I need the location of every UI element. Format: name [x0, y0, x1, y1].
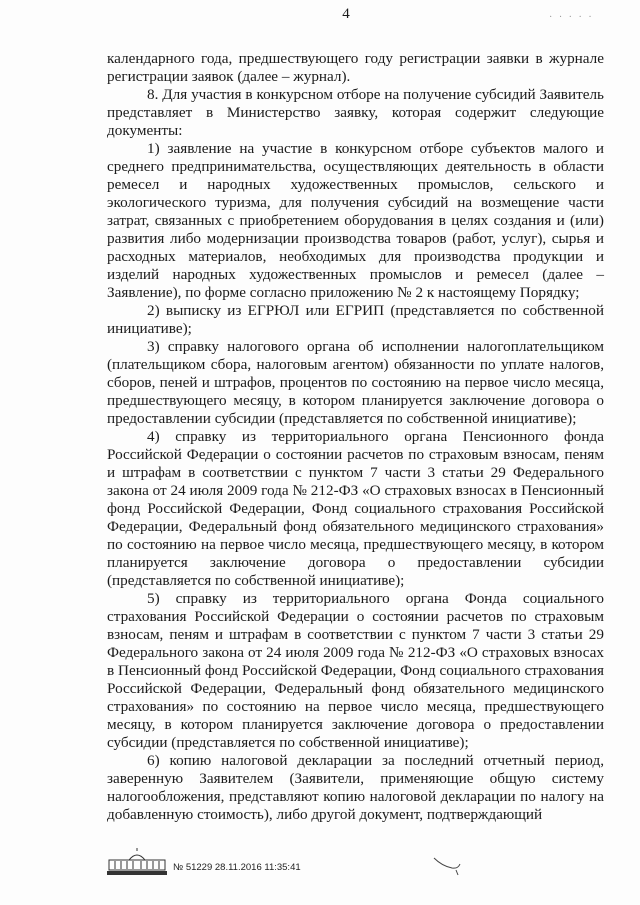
paragraph-subitem-4: 4) справку из территориального органа Пенсионного фонда Российской Федерации о состоянии расчетов по страховым взносам, пеням и штрафам в соответствии с пунктом 7 части 3 статьи 29 Федерального закона от 24 июля 2009 года № 212-ФЗ «О страховых взносах в Пенсионный фонд Российской Федерации, Фонд социального страхования Российской Федерации, Федеральный фонд обязательного медицинского страхования» по состоянию на первое число месяца, предшествующего месяцу, в котором планируется заключение договора о предоставлении субсидии (представляется по собственной инициативе); [107, 428, 604, 589]
registry-logo-icon [107, 848, 167, 878]
paragraph-subitem-6: 6) копию налоговой декларации за последний отчетный период, заверенную Заявителем (Заявители, применяющие общую систему налогообложения, представляют копию налоговой декларации по налогу на добавленную стоимость), либо другой документ, подтверждающий [107, 752, 604, 823]
paragraph-subitem-1: 1) заявление на участие в конкурсном отборе субъектов малого и среднего предпринимательства, осуществляющих деятельность в области ремесел и народных художественных промыслов, сельского и экологического туризма, для получения субсидий на возмещение части затрат, связанных с приобретением оборудования в целях создания и (или) развития либо модернизации производства товаров (работ, услуг), сырья и расходных материалов, необходимых для производства продукции и изделий народных художественных промыслов и ремесел (далее – Заявление), по форме согласно приложению № 2 к настоящему Порядку; [107, 140, 604, 301]
paragraph-continuation: календарного года, предшествующего году регистрации заявки в журнале регистрации заявок (далее – журнал). [107, 50, 604, 85]
handwritten-mark-icon [430, 848, 470, 878]
paragraph-subitem-3: 3) справку налогового органа об исполнении налогоплательщиком (плательщиком сбора, налоговым агентом) обязанности по уплате налогов, сборов, пеней и штрафов, процентов по состоянию на первое число месяца, предшествующего месяцу, в котором планируется заключение договора о предоставлении субсидии (представляется по собственной инициативе); [107, 338, 604, 427]
registration-stamp: № 51229 28.11.2016 11:35:41 [173, 862, 301, 873]
page-number: 4 [342, 6, 350, 22]
paragraph-item-8: 8. Для участия в конкурсном отборе на получение субсидий Заявитель представляет в Министерство заявку, которая содержит следующие документы: [107, 86, 604, 139]
paragraph-subitem-2: 2) выписку из ЕГРЮЛ или ЕГРИП (представляется по собственной инициативе); [107, 302, 604, 337]
paragraph-subitem-5: 5) справку из территориального органа Фонда социального страхования Российской Федерации о состоянии расчетов по страховым взносам, пеням и штрафам в соответствии с пунктом 7 части 3 статьи 29 Федерального закона от 24 июля 2009 года № 212-ФЗ «О страховых взносах в Пенсионный фонд Российской Федерации, Фонд социального страхования Российской Федерации, Федеральный фонд обязательного медицинского страхования» по состоянию на первое число месяца, предшествующего месяцу, в котором планируется заключение договора о предоставлении субсидии (представляется по собственной инициативе); [107, 590, 604, 751]
scan-artifact: · · · · · [549, 12, 594, 23]
document-body [107, 50, 604, 824]
